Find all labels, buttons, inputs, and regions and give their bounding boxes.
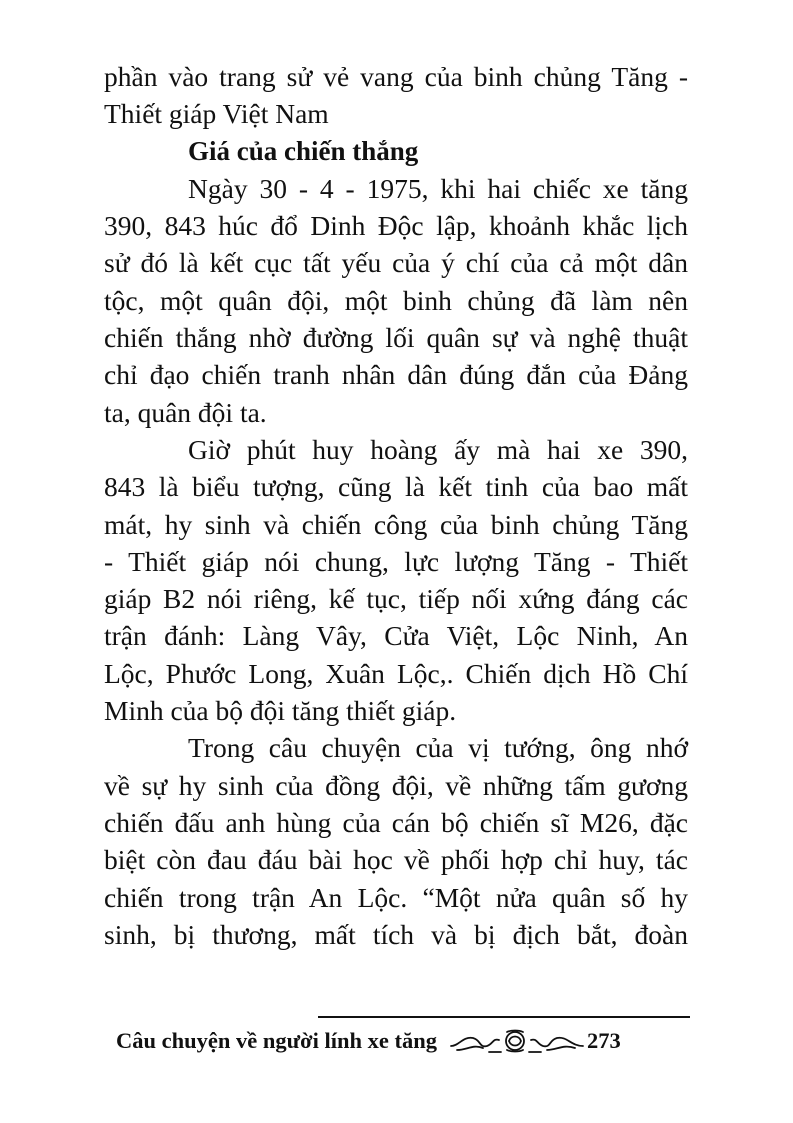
text-line: chiến thắng nhờ đường lối quân sự và nghệ thuật (104, 322, 688, 354)
footer-rule (318, 1016, 690, 1018)
text-line: trận đánh: Làng Vây, Cửa Việt, Lộc Ninh, An (104, 620, 688, 652)
text-line: 390, 843 húc đổ Dinh Độc lập, khoảnh khắc lịch (104, 210, 688, 242)
text-line: Ngày 30 - 4 - 1975, khi hai chiếc xe tăng (188, 172, 688, 204)
text-line: Trong câu chuyện của vị tướng, ông nhớ (188, 732, 688, 764)
text-line: sử đó là kết cục tất yếu của ý chí của cả một dân (104, 247, 688, 279)
section-heading: Giá của chiến thắng (188, 135, 419, 166)
text-line: Lộc, Phước Long, Xuân Lộc,. Chiến dịch Hồ Chí (104, 657, 688, 689)
text-line: chiến trong trận An Lộc. “Một nửa quân số hy (104, 881, 688, 913)
text-line: Minh của bộ đội tăng thiết giáp. (104, 695, 457, 727)
page-footer (116, 1024, 692, 1058)
text-line: chiến đấu anh hùng của cán bộ chiến sĩ M26, đặc (104, 806, 688, 838)
text-line: sinh, bị thương, mất tích và bị địch bắt, đoàn (104, 918, 688, 950)
flourish-ornament-icon (449, 1028, 585, 1054)
page-body (104, 58, 688, 953)
text-line: ta, quân đội ta. (104, 396, 267, 428)
text-line: Giờ phút huy hoàng ấy mà hai xe 390, (188, 433, 688, 465)
text-line: về sự hy sinh của đồng đội, về những tấm gương (104, 769, 688, 801)
text-line: mát, hy sinh và chiến công của binh chủng Tăng (104, 508, 688, 540)
text-line: Thiết giáp Việt Nam (104, 98, 329, 130)
text-line: phần vào trang sử vẻ vang của binh chủng Tăng - (104, 61, 688, 92)
text-line: chỉ đạo chiến tranh nhân dân đúng đắn của Đảng (104, 359, 688, 391)
page-number: 273 (587, 1028, 621, 1053)
text-line: giáp B2 nói riêng, kế tục, tiếp nối xứng đáng các (104, 583, 688, 615)
text-line: 843 là biểu tượng, cũng là kết tinh của bao mất (104, 471, 688, 503)
running-title: Câu chuyện về người lính xe tăng (116, 1028, 438, 1053)
text-line: biệt còn đau đáu bài học về phối hợp chỉ huy, tác (104, 844, 688, 876)
text-line: tộc, một quân đội, một binh chủng đã làm nên (104, 284, 688, 316)
text-line: - Thiết giáp nói chung, lực lượng Tăng - Thiết (104, 545, 688, 577)
